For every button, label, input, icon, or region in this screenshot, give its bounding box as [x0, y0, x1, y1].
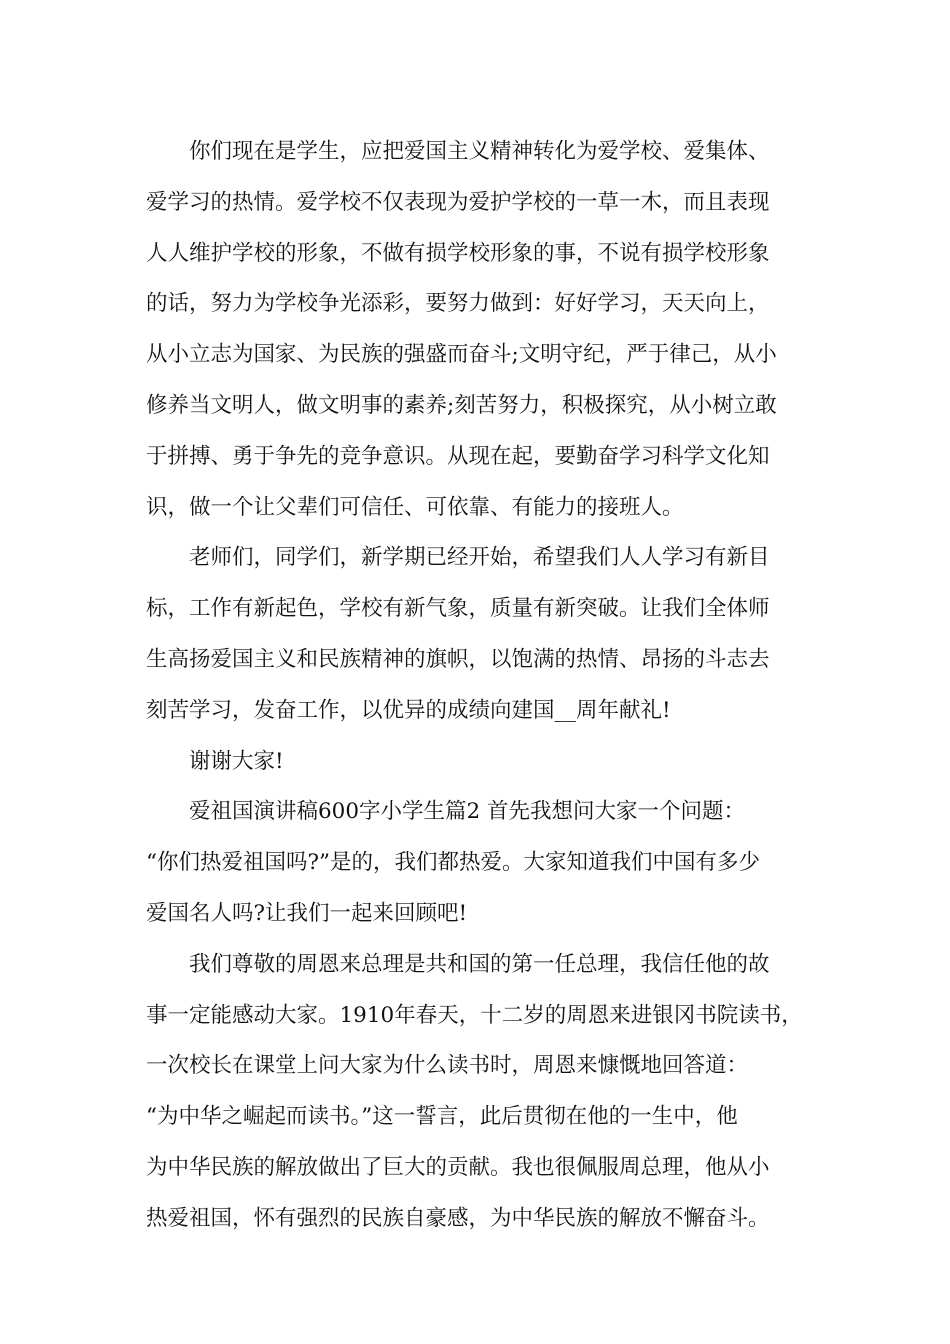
text-line: 识，做一个让父辈们可信任、可依靠、有能力的接班人。	[146, 494, 684, 520]
document-body	[146, 127, 836, 1245]
text-line: 标，工作有新起色，学校有新气象，质量有新突破。让我们全体师	[146, 596, 770, 622]
text-line: 修养当文明人，做文明事的素养;刻苦努力，积极探究，从小树立敢	[146, 392, 777, 418]
text-line: “你们热爱祖国吗?”是的，我们都热爱。大家知道我们中国有多少	[146, 850, 761, 876]
text-line: 于拼搏、勇于争先的竞争意识。从现在起，要勤奋学习科学文化知	[146, 443, 770, 469]
text-line: 我们尊敬的周恩来总理是共和国的第一任总理，我信任他的故	[146, 951, 770, 977]
text-line: 从小立志为国家、为民族的强盛而奋斗;文明守纪，严于律己，从小	[146, 342, 777, 368]
text-line: “为中华之崛起而读书。”这一誓言，此后贯彻在他的一生中，他	[146, 1104, 738, 1130]
text-line: 爱学习的热情。爱学校不仅表现为爱护学校的一草一木，而且表现	[146, 189, 770, 215]
text-line: 为中华民族的解放做出了巨大的贡献。我也很佩服周总理，他从小	[146, 1154, 770, 1180]
text-line: 事一定能感动大家。1910年春天，十二岁的周恩来进银冈书院读书，	[146, 1002, 803, 1028]
text-line: 热爱祖国，怀有强烈的民族自豪感，为中华民族的解放不懈奋斗。	[146, 1205, 770, 1231]
text-line: 生高扬爱国主义和民族精神的旗帜，以饱满的热情、昂扬的斗志去	[146, 646, 770, 672]
text-line: 老师们，同学们，新学期已经开始，希望我们人人学习有新目	[146, 545, 770, 571]
text-line: 人人维护学校的形象，不做有损学校形象的事，不说有损学校形象	[146, 240, 770, 266]
text-line: 你们现在是学生，应把爱国主义精神转化为爱学校、爱集体、	[146, 139, 770, 164]
text-line: 一次校长在课堂上问大家为什么读书时，周恩来慷慨地回答道：	[146, 1053, 749, 1079]
text-line: 爱祖国演讲稿600字小学生篇2 首先我想问大家一个问题：	[146, 799, 746, 825]
text-line: 谢谢大家!	[146, 748, 284, 774]
text-line: 刻苦学习，发奋工作，以优异的成绩向建国__周年献礼!	[146, 697, 671, 723]
text-line: 爱国名人吗?让我们一起来回顾吧!	[146, 900, 468, 926]
text-line: 的话，努力为学校争光添彩，要努力做到：好好学习，天天向上，	[146, 291, 770, 317]
